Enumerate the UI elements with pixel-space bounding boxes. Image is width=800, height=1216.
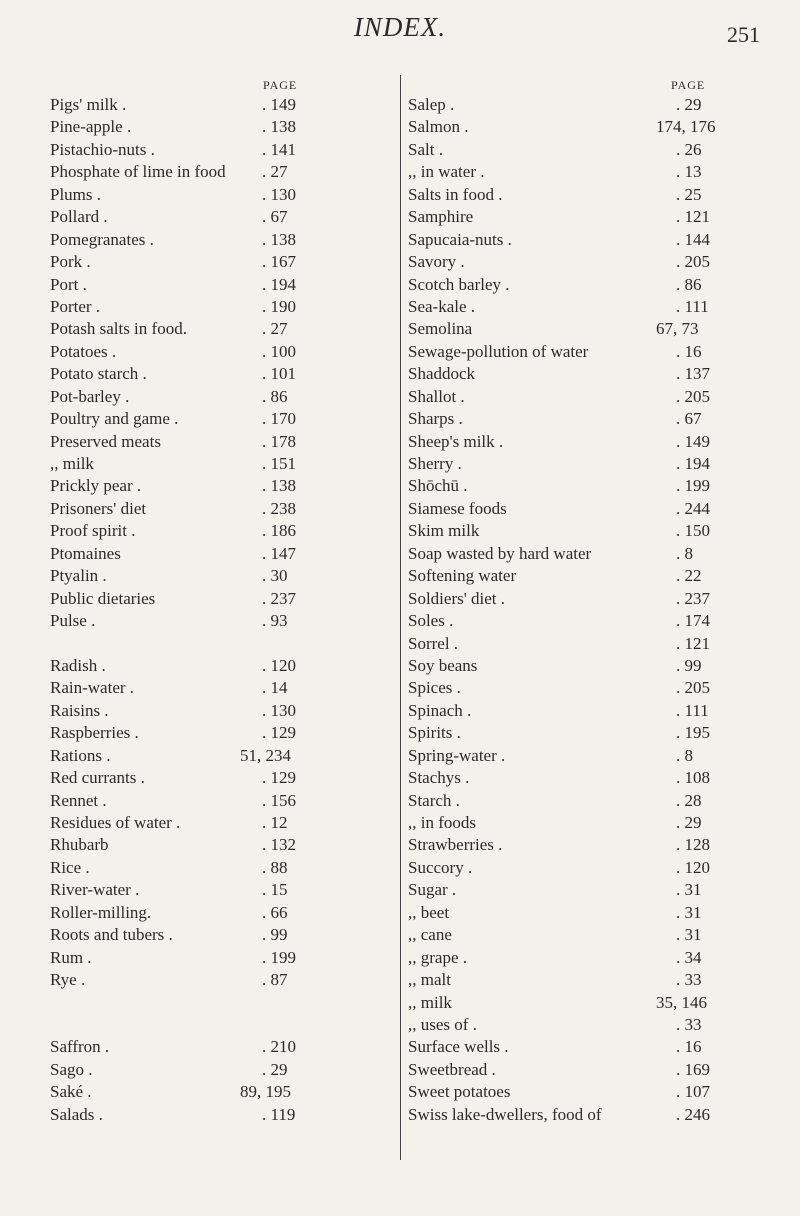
index-entry [408,588,763,610]
entry-name: Potatoes . [50,341,117,361]
page-number: 251 [727,22,760,47]
index-entry [50,1036,395,1058]
index-entry [50,677,395,699]
entry-page: . 66 [262,902,288,922]
index-entry [408,1036,763,1058]
entry-name: Sherry . [408,454,462,473]
left-index-column [50,78,395,1126]
index-entry [50,992,395,1014]
entry-name: Sharps . [408,409,463,429]
entry-page: . 111 [676,700,709,720]
index-entry [408,1059,763,1081]
entry-name: Preserved meats [50,431,161,451]
entry-name: ,, milk [408,992,452,1012]
entry-name: Radish . [50,655,106,675]
index-entry [50,161,395,183]
entry-name: Salads . [50,1104,103,1124]
index-entry [408,475,763,497]
entry-page: . 121 [676,633,710,653]
index-entry [50,206,395,228]
entry-name: Spring-water . [408,745,506,765]
index-entry [50,947,395,969]
entry-name: ,, cane [408,925,452,945]
entry-name: ,, milk [50,454,94,473]
entry-page: . 16 [676,341,702,361]
entry-name: Surface wells . [408,1037,509,1057]
entry-page: . 199 [676,476,710,496]
entry-page: . 195 [676,723,710,743]
entry-page: . 194 [676,454,710,473]
entry-page: . 93 [262,611,288,631]
entry-name: Sugar . [408,880,457,900]
entry-name: ,, grape . [408,947,468,967]
index-entry [408,296,763,318]
right-index-column [408,78,763,1126]
entry-name: Proof spirit . [50,521,136,541]
entry-name: ,, malt [408,970,451,990]
entry-page: . 138 [262,229,296,249]
index-entry [408,700,763,722]
index-entry [408,94,763,116]
entry-name: Sheep's milk . [408,431,504,451]
entry-name: Swiss lake-dwellers, food of [408,1104,602,1124]
index-entry [408,161,763,183]
entry-name: Sorrel . [408,633,459,653]
entry-page: . 88 [262,857,288,877]
index-entry [50,341,395,363]
entry-name: Rain-water . [50,678,135,698]
entry-page: 51, 234 [240,745,291,765]
index-entry [50,588,395,610]
entry-page: . 130 [262,184,296,204]
entry-name: Spinach . [408,700,472,720]
entry-name: Soldiers' diet . [408,588,506,608]
index-entry [408,722,763,744]
entry-name: Rennet . [50,790,107,810]
entry-page: . 169 [676,1059,710,1079]
entry-name: Rhubarb [50,835,109,855]
index-entry [50,969,395,991]
page-header [0,12,800,52]
index-entry [50,274,395,296]
entry-name: Ptomaines [50,543,121,563]
entry-page: . 244 [676,498,710,518]
index-entry [408,969,763,991]
entry-page: . 100 [262,341,296,361]
entry-page: . 174 [676,611,710,631]
entry-page: . 8 [676,543,693,563]
entry-page: 89, 195 [240,1082,291,1102]
entry-page: . 128 [676,835,710,855]
index-entry [408,206,763,228]
column-divider [400,75,401,1160]
index-entry [50,767,395,789]
entry-name: Stachys . [408,768,470,788]
entry-name: Ptyalin . [50,566,107,586]
entry-page: . 120 [676,857,710,877]
entry-name: Saké . [50,1082,92,1102]
entry-name: Pollard . [50,207,108,227]
index-entry [408,251,763,273]
entry-page: . 129 [262,768,296,788]
entry-page: . 27 [262,319,288,339]
index-entry [50,386,395,408]
index-entry [50,1104,395,1126]
entry-page: . 99 [262,925,288,945]
entry-page: . 138 [262,476,296,496]
entry-name: Shaddock [408,364,476,384]
entry-page: . 30 [262,566,288,586]
entry-name: Pork . [50,252,91,272]
right-page-heading: PAGE [671,78,706,92]
index-entry [408,274,763,296]
entry-name: Strawberries . [408,835,503,855]
entry-page: . 29 [676,95,702,114]
index-entry [408,767,763,789]
entry-page: . 31 [676,925,702,945]
entry-name: Potato starch . [50,364,147,384]
index-entry [50,812,395,834]
entry-name: Sewage-pollution of water [408,341,589,361]
index-entry [50,633,395,655]
entry-name: ,, beet [408,902,450,922]
entry-page: . 108 [676,768,710,788]
entry-name: Salts in food . [408,184,503,204]
entry-page: . 86 [262,386,288,406]
entry-page: . 150 [676,521,710,541]
entry-name: Phosphate of lime in food [50,162,226,182]
index-entry [408,565,763,587]
entry-page: . 14 [262,678,288,698]
entry-name: Samphire [408,207,474,227]
entry-page: . 238 [262,498,296,518]
entry-name: Saffron . [50,1037,110,1057]
entry-name: ,, uses of . [408,1014,477,1034]
entry-name: River-water . [50,880,140,900]
index-entry [408,902,763,924]
entry-page: . 144 [676,229,710,249]
index-entry [408,184,763,206]
entry-name: ,, in foods [408,813,476,832]
index-entry [408,386,763,408]
index-entry [50,363,395,385]
entry-name: Potash salts in food. [50,319,187,339]
entry-name: Poultry and game . [50,409,179,429]
entry-name: Shallot . [408,386,465,406]
entry-page: . 107 [676,1082,710,1102]
entry-page: . 87 [262,970,288,990]
entry-name: Public dietaries [50,588,156,608]
entry-page: . 25 [676,184,702,204]
index-entry [408,431,763,453]
entry-page: . 205 [676,678,710,698]
index-entry [50,655,395,677]
entry-name: Semolina [408,319,473,339]
index-entry [50,251,395,273]
index-entry [408,229,763,251]
index-entry [408,812,763,834]
entry-name: Residues of water . [50,813,181,832]
entry-page: . 237 [676,588,710,608]
entry-name: Roller-milling. [50,902,152,922]
index-entry [408,790,763,812]
entry-name: Salep . [408,95,455,114]
entry-page: 35, 146 [656,992,707,1012]
entry-name: Sago . [50,1059,93,1079]
index-entry [408,453,763,475]
entry-page: . 186 [262,521,296,541]
entry-page: . 86 [676,274,702,294]
entry-name: Shōchū . [408,476,468,496]
entry-name: Soles . [408,611,454,631]
entry-name: Raisins . [50,700,109,720]
entry-name: Pulse . [50,611,96,631]
entry-name: Soap wasted by hard water [408,543,592,563]
entry-page: . 170 [262,409,296,429]
entry-page: . 237 [262,588,296,608]
index-entry [50,857,395,879]
index-entry [50,431,395,453]
index-entry [408,1081,763,1103]
index-entry [50,184,395,206]
entry-page: . 15 [262,880,288,900]
entry-name: Prisoners' diet [50,498,147,518]
index-entry [50,94,395,116]
index-entry [408,857,763,879]
index-entry [50,453,395,475]
entry-page: . 210 [262,1037,296,1057]
entry-name: Salt . [408,139,443,159]
index-entry [50,318,395,340]
entry-page: . 13 [676,162,702,182]
entry-page: . 129 [262,723,296,743]
index-entry [50,700,395,722]
index-entry [408,610,763,632]
entry-name: Succory . [408,857,473,877]
entry-name: Siamese foods [408,498,507,518]
entry-name: Soy beans [408,655,478,675]
entry-name: Red currants . [50,768,145,788]
index-entry [408,745,763,767]
entry-page: . 12 [262,813,288,832]
entry-page: . 194 [262,274,296,294]
entry-page: . 156 [262,790,296,810]
entry-name: ,, in water . [408,162,485,182]
entry-page: . 121 [676,207,710,227]
entry-page: . 31 [676,880,702,900]
entry-page: . 34 [676,947,702,967]
entry-page: . 138 [262,117,296,137]
entry-page: 67, 73 [656,319,699,339]
index-entry [50,902,395,924]
entry-page: . 119 [262,1104,296,1124]
index-entry [408,1014,763,1036]
entry-page: . 16 [676,1037,702,1057]
index-entry [408,543,763,565]
entry-name: Rice . [50,857,90,877]
index-entry [408,924,763,946]
entry-name: Pistachio-nuts . [50,139,155,159]
index-entry [408,992,763,1014]
entry-name: Pot-barley . [50,386,130,406]
index-entry [408,139,763,161]
index-entry [50,745,395,767]
entry-page: . 147 [262,543,296,563]
entry-page: . 22 [676,566,702,586]
entry-page: . 99 [676,655,702,675]
entry-name: Porter . [50,296,101,316]
entry-name: Savory . [408,252,465,272]
index-entry [408,341,763,363]
entry-name: Spirits . [408,723,461,743]
entry-page: 174, 176 [656,117,716,137]
index-entry [408,947,763,969]
entry-name: Salmon . [408,117,469,137]
entry-page: . 151 [262,454,296,473]
entry-page: . 101 [262,364,296,384]
entry-name: Sea-kale . [408,296,476,316]
index-entry [408,408,763,430]
index-entry [408,1104,763,1126]
index-entry [50,229,395,251]
index-entry [50,1014,395,1036]
index-entry [50,879,395,901]
index-entry [408,520,763,542]
entry-page: . 167 [262,252,296,272]
index-entry [50,543,395,565]
entry-name: Sapucaia-nuts . [408,229,512,249]
index-entry [50,139,395,161]
entry-page: . 246 [676,1104,710,1124]
entry-page: . 149 [262,95,296,114]
index-entry [50,498,395,520]
index-entry [50,296,395,318]
entry-page: . 29 [262,1059,288,1079]
entry-page: . 178 [262,431,296,451]
entry-name: Prickly pear . [50,476,142,496]
entry-page: . 111 [676,296,709,316]
entry-page: . 26 [676,139,702,159]
entry-page: . 8 [676,745,693,765]
entry-name: Scotch barley . [408,274,510,294]
entry-page: . 137 [676,364,710,384]
entry-page: . 132 [262,835,296,855]
entry-name: Sweetbread . [408,1059,496,1079]
entry-page: . 33 [676,1014,702,1034]
entry-name: Pine-apple . [50,117,132,137]
index-entry [408,116,763,138]
index-entry [50,924,395,946]
entry-page: . 205 [676,386,710,406]
index-entry [50,565,395,587]
entry-name: Rye . [50,970,86,990]
entry-name: Spices . [408,678,461,698]
entry-page: . 149 [676,431,710,451]
entry-name: Roots and tubers . [50,925,173,945]
entry-page: . 205 [676,252,710,272]
left-page-heading: PAGE [263,78,298,92]
entry-name: Plums . [50,184,102,204]
index-entry [408,677,763,699]
entry-name: Rum . [50,947,92,967]
entry-page: . 67 [262,207,288,227]
index-entry [50,1081,395,1103]
index-entry [50,116,395,138]
index-entry [408,363,763,385]
index-entry [408,498,763,520]
index-entry [408,655,763,677]
index-entry [50,408,395,430]
entry-page: . 33 [676,970,702,990]
entry-page: . 120 [262,655,296,675]
entry-name: Port . [50,274,87,294]
entry-name: Starch . [408,790,460,810]
entry-page: . 67 [676,409,702,429]
index-entry [408,834,763,856]
index-entry [50,834,395,856]
index-entry [408,879,763,901]
entry-name: Raspberries . [50,723,139,743]
entry-name: Rations . [50,745,111,765]
entry-page: . 27 [262,162,288,182]
index-entry [408,318,763,340]
entry-page: . 141 [262,139,296,159]
entry-page: . 130 [262,700,296,720]
index-entry [50,475,395,497]
entry-page: . 31 [676,902,702,922]
entry-name: Sweet potatoes [408,1082,511,1102]
index-entry [408,633,763,655]
index-entry [50,520,395,542]
entry-name: Skim milk [408,521,480,541]
entry-page: . 28 [676,790,702,810]
index-entry [50,722,395,744]
index-entry [50,1059,395,1081]
index-entry [50,790,395,812]
index-entry [50,610,395,632]
entry-page: . 29 [676,813,702,832]
entry-page: . 190 [262,296,296,316]
entry-name: Softening water [408,566,517,586]
entry-name: Pomegranates . [50,229,154,249]
page-title: INDEX. [353,12,447,42]
entry-page: . 199 [262,947,296,967]
entry-name: Pigs' milk . [50,95,127,114]
